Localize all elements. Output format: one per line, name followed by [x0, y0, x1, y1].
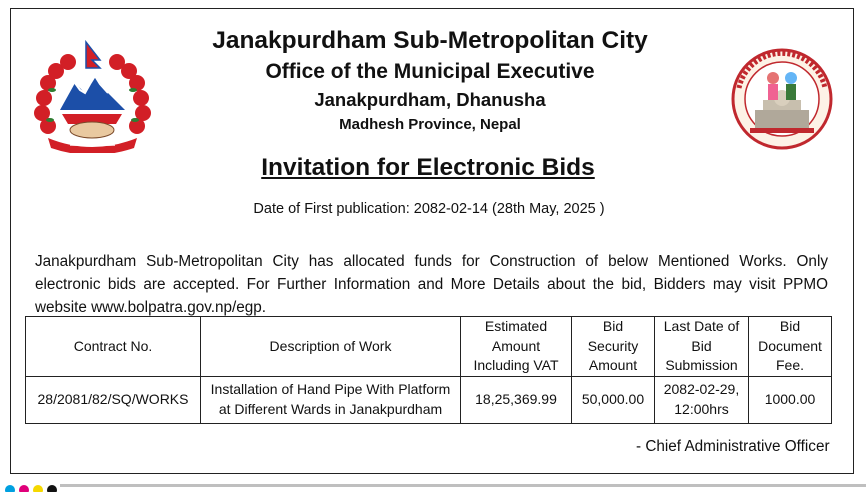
last-date-line: 2082-02-29,	[663, 381, 740, 397]
header-contract-no	[26, 317, 201, 377]
page-divider	[60, 484, 866, 487]
table-header-row	[26, 317, 832, 377]
contract-no-cell: 28/2081/82/SQ/WORKS	[26, 376, 201, 423]
header-bid-security	[572, 317, 655, 377]
header-document-fee	[749, 317, 832, 377]
header-line: Last Date of	[663, 318, 740, 334]
header-line: Estimated	[484, 318, 548, 334]
header-line: Bid	[691, 337, 712, 354]
last-date-cell	[655, 376, 749, 423]
header-line: Fee.	[775, 357, 804, 373]
bid-security-cell: 50,000.00	[572, 376, 655, 423]
table-row	[26, 376, 832, 423]
office-name: Office of the Municipal Executive	[265, 60, 595, 83]
header-line: Bid	[602, 318, 624, 334]
notice-intro: Janakpurdham Sub-Metropolitan City has allocated funds for Construction of below Mentioned Works. Only electronic bids are accepted. For Further Information and More Details about the bid, Bidders may visit PPMO website www.bolpatra.gov.np/egp.	[35, 253, 828, 316]
signature: - Chief Administrative Officer	[636, 438, 830, 455]
header-description	[201, 317, 461, 377]
last-date-line: 12:00hrs	[674, 400, 729, 417]
header-line: Bid	[779, 318, 801, 334]
header-line: Including VAT	[473, 357, 559, 373]
header-last-date	[655, 317, 749, 377]
publication-date: Date of First publication: 2082-02-14 (28th May, 2025 )	[253, 201, 605, 217]
province: Madhesh Province, Nepal	[339, 116, 521, 133]
location: Janakpurdham, Dhanusha	[314, 89, 546, 110]
print-color-marks-icon	[4, 482, 64, 492]
header-line: Submission	[665, 357, 738, 373]
description-line: Installation of Hand Pipe With Platform	[210, 381, 451, 397]
header-line: Security	[587, 337, 639, 354]
description-cell	[201, 376, 461, 423]
notice-title: Invitation for Electronic Bids	[261, 154, 595, 181]
org-name: Janakpurdham Sub-Metropolitan City	[212, 27, 648, 54]
header-line: Amount	[588, 357, 638, 373]
estimated-amount-cell: 18,25,369.99	[461, 376, 572, 423]
header-line: Contract No.	[73, 337, 153, 354]
header-line: Amount	[491, 337, 541, 354]
description-line: at Different Wards in Janakpurdham	[218, 400, 443, 417]
header-estimated-amount	[461, 317, 572, 377]
bids-table	[25, 316, 832, 424]
header-line: Description of Work	[269, 337, 392, 354]
document-fee-cell: 1000.00	[749, 376, 832, 423]
header-line: Document	[758, 337, 822, 354]
